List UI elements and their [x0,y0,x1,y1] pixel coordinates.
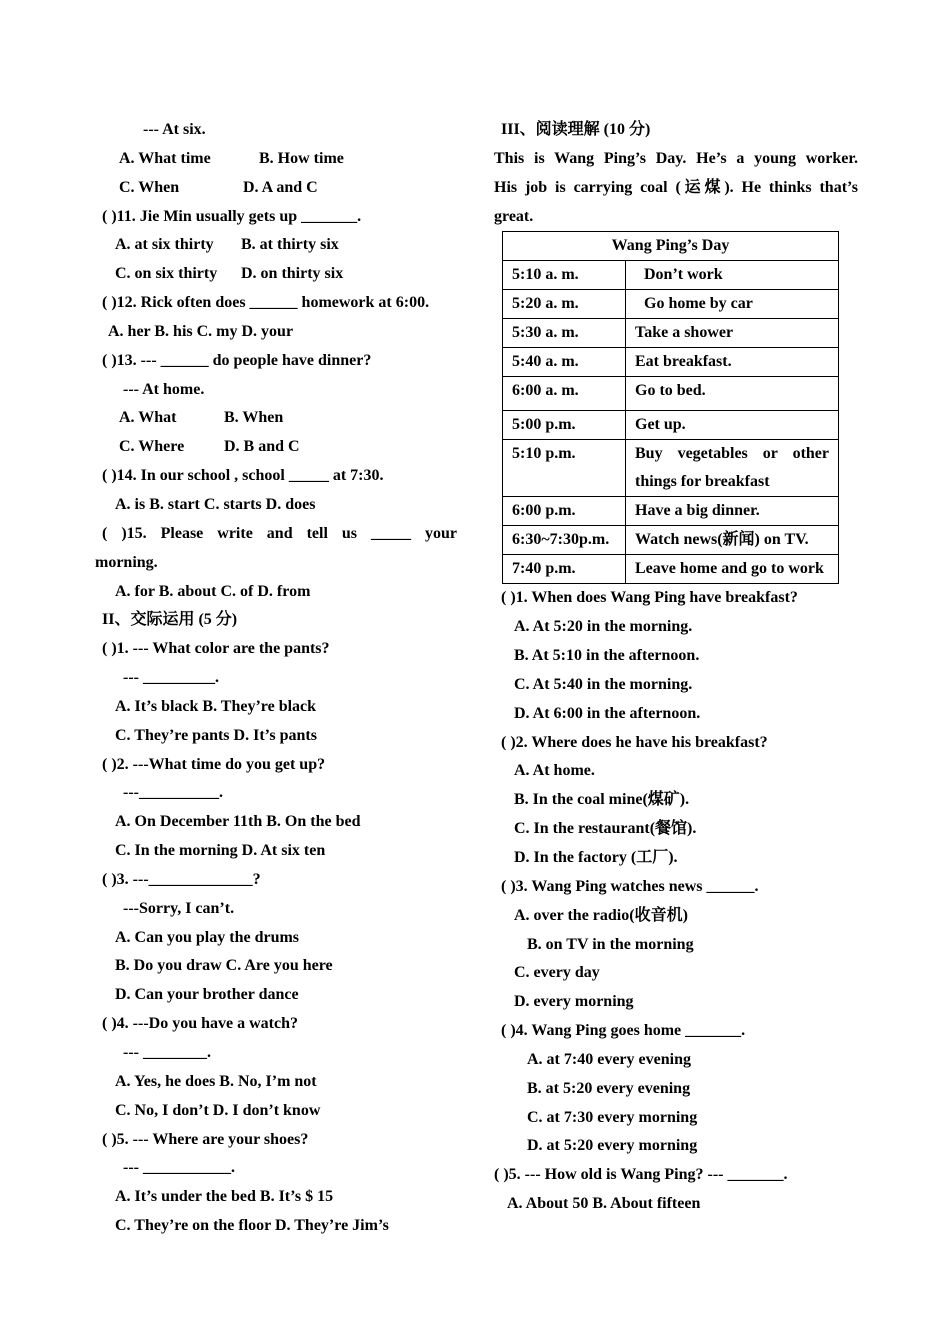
option-text: A. What [119,409,177,427]
schedule-time-cell: 6:00 p.m. [503,497,626,526]
schedule-activity-cell: Leave home and go to work [626,555,839,584]
schedule-row [503,261,839,290]
question-line: ( )1. When does Wang Ping have breakfast? [501,589,798,607]
question-line: A. At home. [514,762,595,780]
exam-line: ( )2. ---What time do you get up? [102,755,326,773]
schedule-row [503,290,839,319]
exam-line: ( )11. Jie Min usually gets up _______. [102,207,362,225]
schedule-time-cell: 6:00 a. m. [503,377,626,411]
schedule-time-cell: 5:10 a. m. [503,261,626,290]
option-text: B. at thirty six [241,236,339,254]
question-line: B. on TV in the morning [527,935,694,953]
question-line: ( )4. Wang Ping goes home _______. [501,1022,746,1040]
schedule-activity-cell: Get up. [626,411,839,440]
exam-line: II、交际运用 (5 分) [102,611,238,629]
exam-line: A. Can you play the drums [115,928,300,946]
exam-line [95,404,457,433]
question-line: C. every day [514,964,600,982]
reading-intro-line: great. [494,207,534,225]
schedule-activity-cell: Don’t work [626,261,839,290]
reading-intro-line: His job is carrying coal (运煤). He thinks that’s [494,178,858,196]
schedule-row [503,497,839,526]
question-line: D. every morning [514,993,634,1011]
exam-line: ---__________. [123,784,223,802]
exam-line: C. No, I don’t D. I don’t know [115,1101,321,1119]
question-line: C. In the restaurant(餐馆). [514,820,697,838]
exam-line [95,145,457,174]
exam-line: --- ________. [123,1044,211,1061]
schedule-activity-cell: Go to bed. [626,377,839,411]
option-text: D. on thirty six [241,265,344,283]
question-line: C. at 7:30 every morning [527,1108,698,1126]
exam-line: ( )5. --- Where are your shoes? [102,1130,309,1148]
schedule-time-cell: 6:30~7:30p.m. [503,526,626,555]
option-text: C. Where [119,438,185,456]
left-column [95,116,457,1241]
exam-line: C. They’re pants D. It’s pants [115,726,317,744]
schedule-time-cell: 5:10 p.m. [503,440,626,497]
question-line: D. At 6:00 in the afternoon. [514,704,701,722]
exam-line: ( )3. ---_____________? [102,870,261,888]
exam-line: A. It’s black B. They’re black [115,697,317,715]
exam-line: --- At home. [123,380,205,398]
exam-line: A. for B. about C. of D. from [115,582,311,600]
exam-line: ( )12. Rick often does ______ homework at 6:00. [102,294,430,312]
exam-line: morning. [95,553,158,571]
option-text: D. A and C [243,178,318,196]
exam-line: A. Yes, he does B. No, I’m not [115,1072,317,1090]
question-line: A. at 7:40 every evening [527,1050,691,1068]
option-text: D. B and C [224,438,300,456]
exam-line: --- At six. [143,121,206,138]
option-text: A. What time [119,149,211,167]
exam-line: ---Sorry, I can’t. [123,899,235,917]
question-line: A. About 50 B. About fifteen [507,1195,701,1213]
schedule-activity-cell: Have a big dinner. [626,497,839,526]
exam-line: ( )15. Please write and tell us _____ your [102,524,457,542]
schedule-table [502,231,839,584]
schedule-row [503,440,839,497]
question-line: B. At 5:10 in the afternoon. [514,647,700,665]
schedule-activity-cell: Go home by car [626,290,839,319]
option-text: C. on six thirty [115,265,218,283]
exam-line: --- _________. [123,669,219,687]
exam-line: A. It’s under the bed B. It’s $ 15 [115,1188,334,1206]
exam-line [95,260,457,289]
exam-line [95,433,457,462]
option-text: A. at six thirty [115,236,214,254]
question-line: B. at 5:20 every evening [527,1079,691,1097]
exam-line: A. is B. start C. starts D. does [115,495,316,513]
schedule-row [503,411,839,440]
right-column [494,116,858,1219]
exam-line: ( )4. ---Do you have a watch? [102,1015,298,1033]
schedule-activity-cell: Buy vegetables or other things for breakfast [626,440,839,497]
schedule-row [503,348,839,377]
section-heading-reading: III、阅读理解 (10 分) [501,121,651,138]
question-line: A. over the radio(收音机) [514,906,688,924]
reading-intro-line: This is Wang Ping’s Day. He’s a young worker. [494,149,858,167]
exam-line: ( )13. --- ______ do people have dinner? [102,351,372,369]
question-line: ( )5. --- How old is Wang Ping? --- _______. [494,1166,788,1184]
option-text: B. How time [259,149,344,167]
exam-line [95,231,457,260]
schedule-table-title: Wang Ping’s Day [503,232,839,261]
schedule-time-cell: 5:20 a. m. [503,290,626,319]
question-line: C. At 5:40 in the morning. [514,675,693,693]
schedule-time-cell: 5:30 a. m. [503,319,626,348]
schedule-row [503,526,839,555]
schedule-row [503,319,839,348]
question-line: D. at 5:20 every morning [527,1137,698,1155]
exam-line: B. Do you draw C. Are you here [115,957,333,975]
reading-questions [494,584,858,1219]
schedule-activity-cell: Eat breakfast. [626,348,839,377]
exam-line: A. her B. his C. my D. your [108,322,294,340]
question-line: D. In the factory (工厂). [514,848,678,866]
schedule-activity-cell: Watch news(新闻) on TV. [626,526,839,555]
question-line: B. In the coal mine(煤矿). [514,791,690,809]
exam-line: ( )14. In our school , school _____ at 7:30. [102,467,384,485]
exam-line: ( )1. --- What color are the pants? [102,640,330,658]
exam-line: C. They’re on the floor D. They’re Jim’s [115,1217,389,1235]
schedule-row [503,377,839,411]
option-text: B. When [224,409,284,427]
schedule-time-cell: 5:40 a. m. [503,348,626,377]
exam-line: D. Can your brother dance [115,986,299,1004]
schedule-activity-cell: Take a shower [626,319,839,348]
exam-line: --- ___________. [123,1159,235,1177]
schedule-row [503,555,839,584]
schedule-time-cell: 7:40 p.m. [503,555,626,584]
question-line: ( )2. Where does he have his breakfast? [501,733,768,751]
question-line: A. At 5:20 in the morning. [514,618,693,636]
option-text: C. When [119,178,180,196]
exam-line: A. On December 11th B. On the bed [115,813,361,831]
question-line: ( )3. Wang Ping watches news ______. [501,877,759,895]
exam-line [95,174,457,203]
schedule-time-cell: 5:00 p.m. [503,411,626,440]
exam-line: C. In the morning D. At six ten [115,842,326,860]
